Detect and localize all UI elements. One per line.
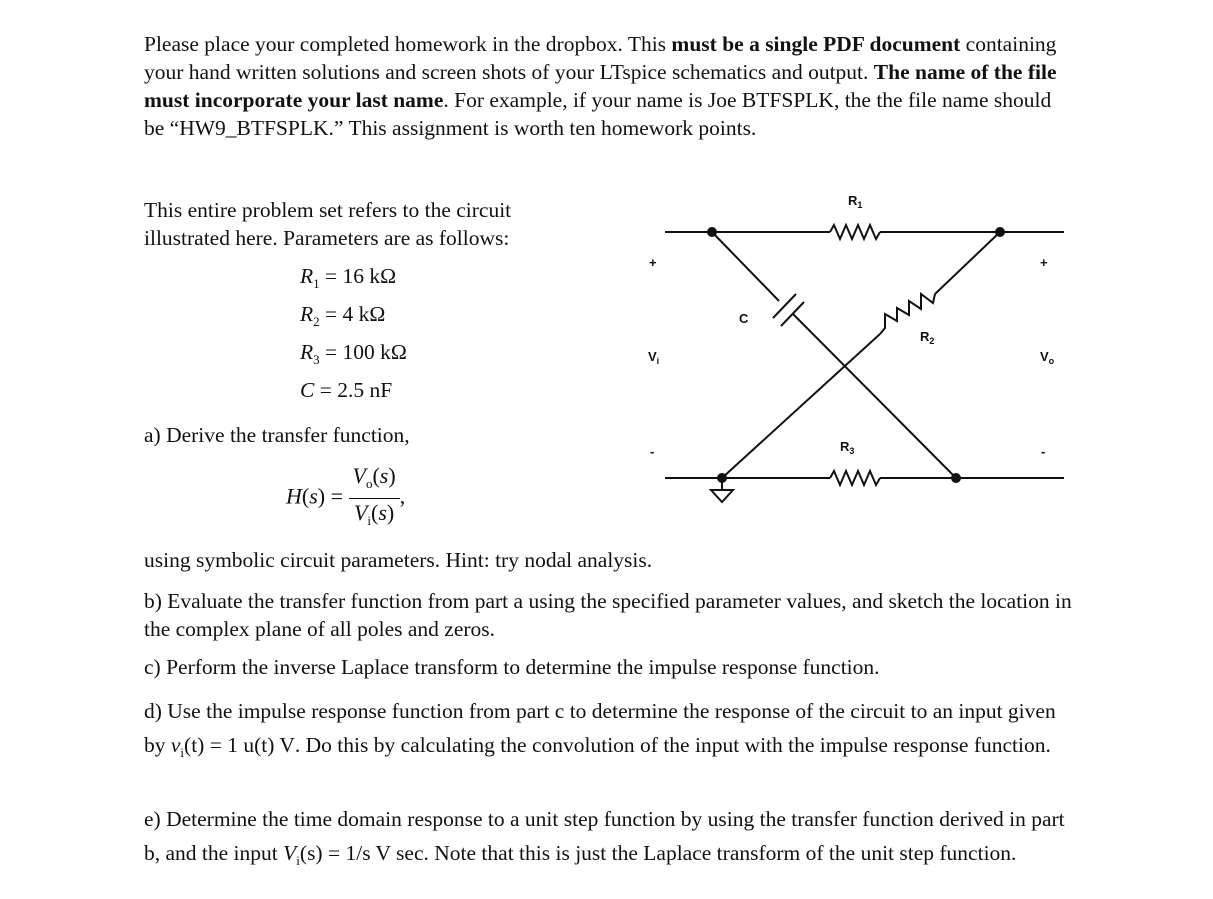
part-e-text: e) Determine the time domain response to a unit step function by using the transfer function derived in part b, and the input $V_i(s) = 1/s$ V sec. Note that this is just the Laplace transform of the unit step function. [144,807,1065,868]
node-bottom-right [951,473,961,483]
intro-bold-2: The name of the file must incorporate your last name [144,60,1057,112]
vi-plus: + [649,255,657,270]
ground-icon [711,490,733,502]
r1-resistor [830,225,880,239]
param-r3: $R_3 = 100$ kΩ [300,340,407,367]
capacitor-label: C [739,311,749,326]
part-c-text: c) Perform the inverse Laplace transform to determine the impulse response function. [144,655,880,679]
vo-plus: + [1040,255,1048,270]
transfer-function-fraction: $\frac{V_o(s)}{V_i(s)}$ [349,462,400,535]
vi-label: $V_i$ [648,349,660,366]
node-top-left [707,227,717,237]
part-d-text: d) Use the impulse response function from part c to determine the response of the circuit to an input given by $v_i(t) = 1$ u(t) V. Do this by calculating the convolution of the input with the impulse response function. [144,699,1056,760]
node-bottom-left [717,473,727,483]
vi-minus: - [650,444,655,459]
intro-text-3: . For example, if your name is Joe BTFSPLK, the the file name should be “HW9_BTFSPLK.” This assignment is worth ten homework points. [144,88,1052,140]
r3-label: $R_3$ [840,439,855,456]
problem-lead: This entire problem set refers to the circuit illustrated here. Parameters are as follows: [144,198,512,250]
intro-bold-1: must be a single PDF document [671,32,961,56]
node-top-right [995,227,1005,237]
param-r1: $R_1 = 16$ kΩ [300,264,397,291]
part-a-text: a) Derive the transfer function, [144,423,410,447]
intro-paragraph [144,30,1074,142]
intro-text-1: Please place your completed homework in the dropbox. This [144,32,672,56]
circuit-schematic [630,180,1070,510]
part-b-text: b) Evaluate the transfer function from part a using the specified parameter values, and sketch the location in the complex plane of all poles and zeros. [144,589,1072,641]
transfer-function-equation: H(s) = $\frac{V_o(s)}{V_i(s)}$ , [286,462,405,535]
intro-text-2: containing your hand written solutions and screen shots of your LTspice schematics and output. [144,32,1057,84]
param-r2: $R_2 = 4$ kΩ [300,302,386,329]
vo-label: $V_o$ [1040,349,1055,366]
cap-wire-a [712,232,779,301]
param-c: C = 2.5 nF [300,378,393,402]
r2-wire-a [935,232,1000,294]
r2-label: $R_2$ [920,329,935,346]
vo-minus: - [1041,444,1046,459]
r1-label: $R_1$ [848,193,863,210]
part-a-tail: using symbolic circuit parameters. Hint: try nodal analysis. [144,548,653,572]
r3-resistor [830,471,880,485]
r2-wire-b [722,334,880,478]
r2-resistor [880,294,935,334]
parameter-list [300,257,407,409]
